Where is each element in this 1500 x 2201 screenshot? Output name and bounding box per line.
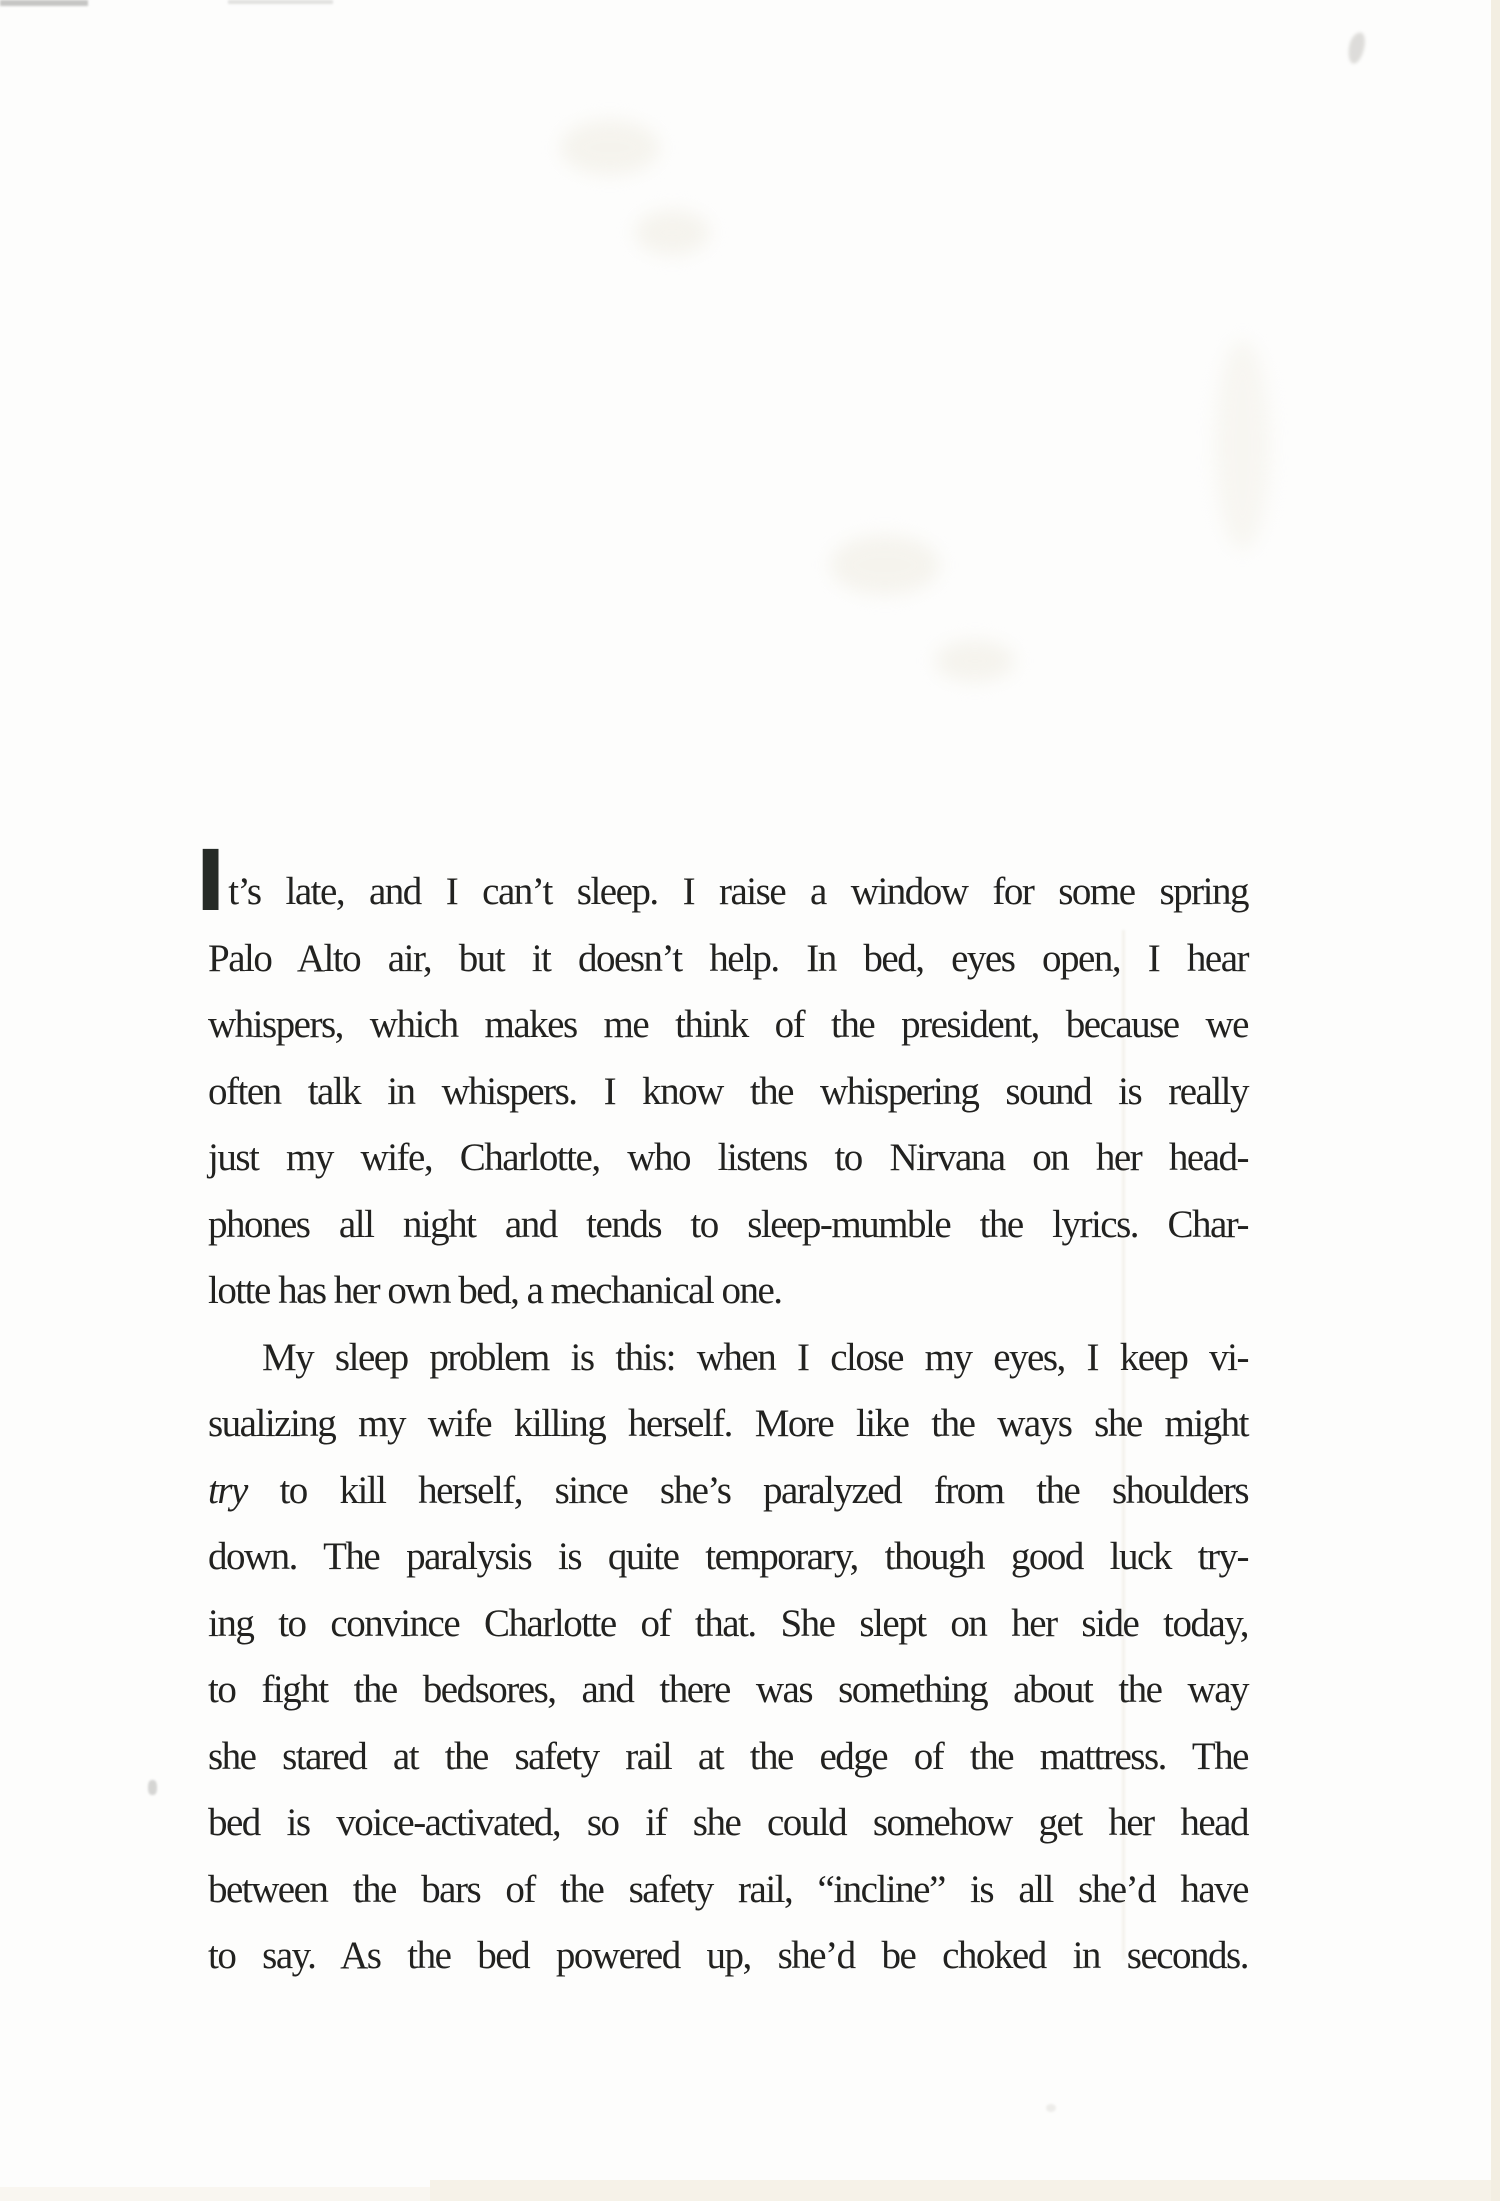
page-edge-bottom-tint [0, 2187, 460, 2201]
text-line: Palo Alto air, but it doesn’t help. In bed, eyes open, I hear [208, 936, 1248, 980]
page-edge-bottom-tint [430, 2180, 1500, 2201]
text-line [208, 1458, 1248, 1525]
text-line: sualizing my wife killing herself. More like the ways she might [208, 1402, 1248, 1445]
text-line: to fight the bedsores, and there was something about the way [208, 1668, 1248, 1711]
text-line: whispers, which makes me think of the president, because we [208, 1003, 1248, 1046]
text-line: phones all night and tends to sleep-mumble the lyrics. Char- [208, 1202, 1248, 1246]
text-line: often talk in whispers. I know the whispering sound is really [208, 1069, 1248, 1113]
scan-artifact [935, 640, 1015, 682]
drop-cap-initial: I [195, 832, 227, 930]
text-line: lotte has her own bed, a mechanical one. [208, 1269, 782, 1312]
scan-artifact [560, 120, 660, 175]
text-line: between the bars of the safety rail, “incline” is all she’d have [208, 1867, 1248, 1911]
scan-artifact [635, 210, 710, 255]
text-line: down. The paralysis is quite temporary, though good luck try- [208, 1535, 1248, 1578]
text-line: bed is voice-activated, so if she could somehow get her head [208, 1801, 1248, 1844]
text-line [195, 832, 1248, 930]
text-line-content: to kill herself, since she’s paralyzed from the shoulders [246, 1468, 1248, 1512]
scan-artifact [1215, 340, 1270, 550]
scan-artifact [148, 1780, 157, 1795]
italic-word: try [208, 1468, 247, 1512]
scan-artifact [1046, 2104, 1056, 2112]
page-edge-right-tint [1491, 0, 1500, 2201]
text-line: ing to convince Charlotte of that. She slept on her side today, [208, 1601, 1248, 1645]
scan-artifact [1346, 31, 1367, 65]
scan-artifact [228, 0, 333, 4]
text-line: to say. As the bed powered up, she’d be choked in seconds. [208, 1934, 1248, 1977]
text-block [195, 832, 1248, 1990]
text-line: just my wife, Charlotte, who listens to Nirvana on her head- [208, 1136, 1248, 1179]
scan-artifact [0, 0, 88, 6]
text-line: My sleep problem is this: when I close my eyes, I keep vi- [262, 1335, 1248, 1379]
text-line: she stared at the safety rail at the edge of the mattress. The [208, 1734, 1248, 1778]
text-line-content: t’s late, and I can’t sleep. I raise a window for some spring [228, 870, 1248, 913]
scan-artifact [830, 535, 940, 595]
